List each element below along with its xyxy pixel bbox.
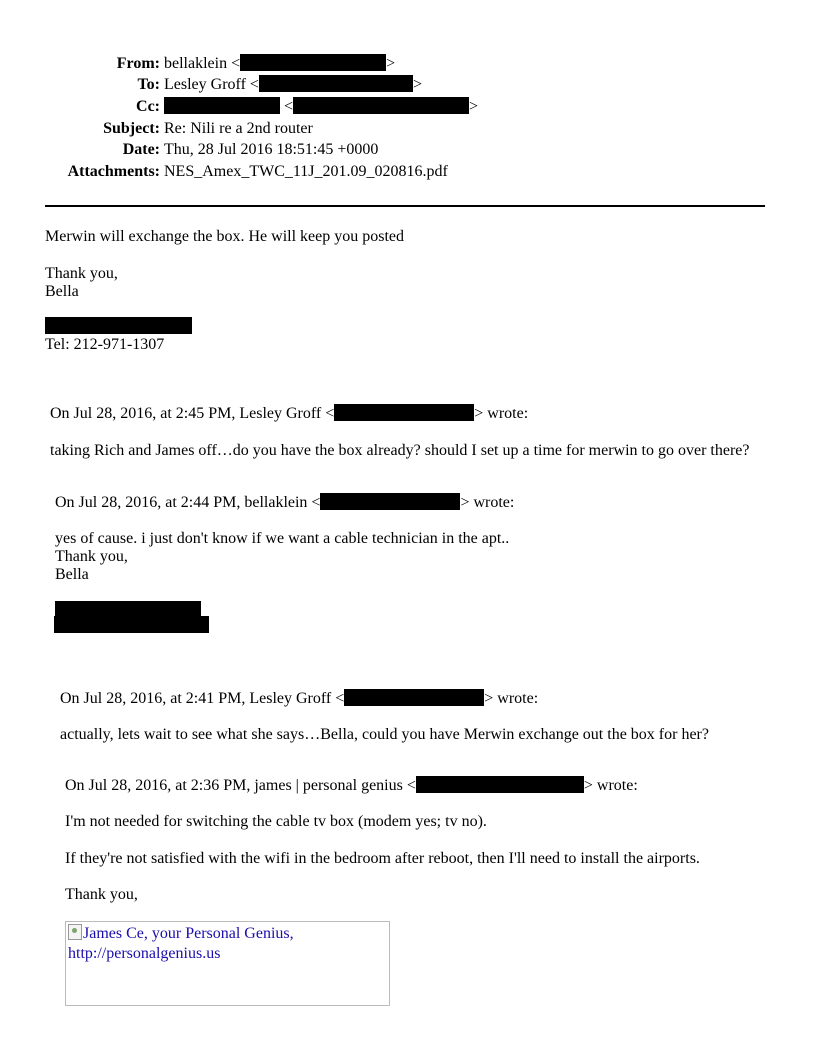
quote4-thanks: Thank you, (65, 886, 138, 903)
redacted-block (54, 616, 209, 633)
redacted-block (55, 601, 201, 617)
date-value: Thu, 28 Jul 2016 18:51:45 +0000 (164, 141, 379, 158)
quote3-text: actually, lets wait to see what she says…Bella, could you have Merwin exchange out the box for her? (60, 726, 709, 743)
subject-value: Re: Nili re a 2nd router (164, 120, 313, 137)
header-divider (45, 205, 765, 207)
from-row: From: bellaklein < > (116, 55, 396, 72)
subject-label: Subject: (103, 120, 160, 137)
from-name: bellaklein (164, 55, 228, 72)
quote1-text: taking Rich and James off…do you have the box already? should I set up a time for merwin to go over there? (50, 442, 750, 459)
quote3-intro: On Jul 28, 2016, at 2:41 PM, Lesley Groff < > wrote: (60, 690, 539, 707)
quote4-intro: On Jul 28, 2016, at 2:36 PM, james | personal genius < > wrote: (65, 777, 638, 794)
quote2-line: yes of cause. i just don't know if we want a cable technician in the apt.. (55, 530, 510, 547)
to-row: To: Lesley Groff < > (137, 76, 422, 93)
redacted-email (320, 493, 460, 510)
signature-image-alt-link[interactable]: James Ce, your Personal Genius, http://personalgenius.us (68, 925, 294, 962)
signature-image-placeholder[interactable] (65, 921, 390, 1006)
redacted-email (259, 75, 413, 92)
redacted-email (293, 97, 469, 114)
attachment-file[interactable]: NES_Amex_TWC_11J_201.09_020816.pdf (164, 163, 448, 180)
attachments-label: Attachments: (67, 163, 160, 180)
redacted-email (334, 404, 474, 421)
quote4-line: If they're not satisfied with the wifi in the bedroom after reboot, then I'll need to install the airports. (65, 850, 700, 867)
date-label: Date: (122, 141, 160, 158)
quote2-intro: On Jul 28, 2016, at 2:44 PM, bellaklein < > wrote: (55, 494, 515, 511)
quote2-signature: Bella (55, 566, 89, 583)
body-signature: Bella (45, 283, 79, 300)
to-name: Lesley Groff (164, 76, 246, 93)
quote4-line: I'm not needed for switching the cable tv box (modem yes; tv no). (65, 813, 487, 830)
cc-label: Cc: (136, 98, 160, 115)
to-label: To: (137, 76, 160, 93)
quote1-intro: On Jul 28, 2016, at 2:45 PM, Lesley Groff < > wrote: (50, 405, 529, 422)
redacted-email (344, 689, 484, 706)
attachments-row (0, 162, 816, 182)
cc-row: Cc: < > (136, 98, 479, 115)
body-thanks: Thank you, (45, 265, 118, 282)
subject-row (0, 119, 816, 139)
from-label: From: (116, 55, 160, 72)
body-line: Merwin will exchange the box. He will keep you posted (45, 228, 405, 245)
redacted-email (240, 54, 386, 71)
broken-image-icon (68, 924, 82, 940)
date-row (0, 140, 816, 160)
redacted-block (45, 317, 192, 334)
redacted-name (164, 97, 280, 114)
redacted-email (416, 776, 584, 793)
body-tel: Tel: 212-971-1307 (45, 336, 165, 353)
quote2-thanks: Thank you, (55, 548, 128, 565)
